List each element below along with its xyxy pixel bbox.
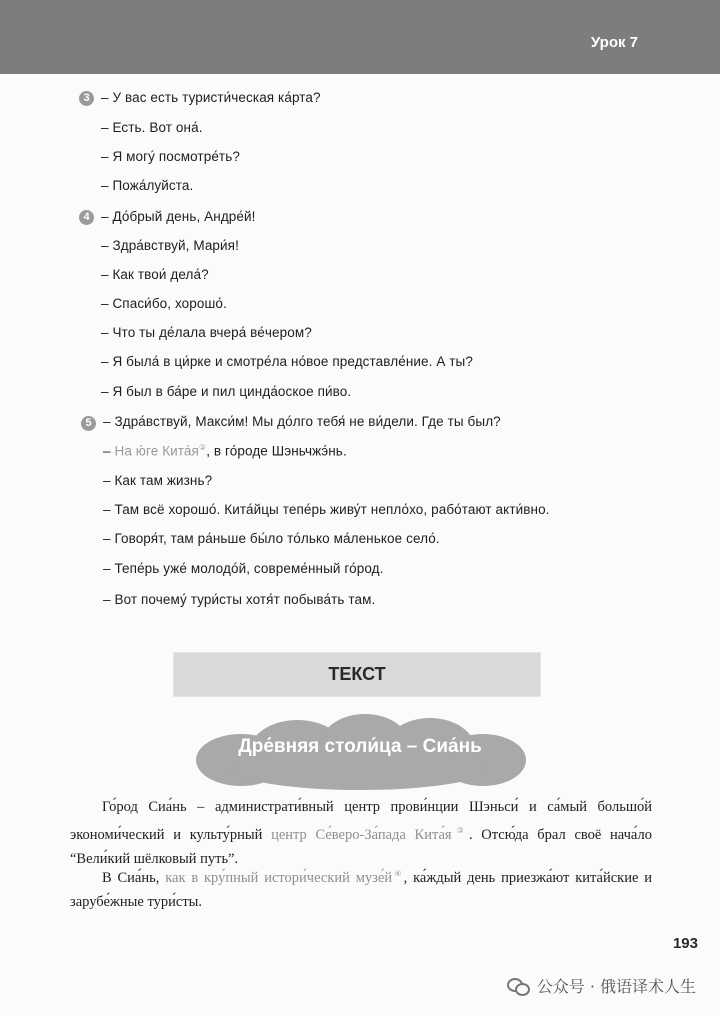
dialog-line: – Здра́вствуй, Макси́м! Мы до́лго тебя́ не ви́дели. Где ты был? <box>103 414 501 429</box>
highlighted-phrase: центр Се́веро-За́пада Кита́я <box>271 826 452 843</box>
dialog-line: – Что ты де́лала вчера́ ве́чером? <box>101 325 312 340</box>
footnote-marker: ④ <box>392 869 404 878</box>
dialog-line: – До́брый день, Андре́й! <box>101 209 256 224</box>
header-bar <box>0 0 720 74</box>
footnote-marker: ③ <box>451 826 469 835</box>
dialog-line: – Я был в ба́ре и пил цинда́оское пи́во. <box>101 384 352 399</box>
dialog-line: – Тепе́рь уже́ молодо́й, совреме́нный го́род. <box>103 561 384 576</box>
paragraph-text: . Отсю́да брал своё нача́ло “Вели́кий шёлковый путь”. <box>70 826 652 867</box>
dialog-line: – Здра́вствуй, Мари́я! <box>101 238 239 253</box>
watermark <box>507 974 696 997</box>
dialog-number-5: 5 <box>81 416 96 431</box>
dialog-line: – Вот почему́ тури́сты хотя́т побыва́ть там. <box>103 592 376 607</box>
dash: – <box>103 443 111 459</box>
dialog-line: – Спаси́бо, хорошо́. <box>101 296 227 311</box>
line-rest: , в го́роде Шэньчжэ́нь. <box>206 443 347 459</box>
text-title: Дре́вняя столи́ца – Сиа́нь <box>238 736 482 757</box>
dialog-number-3: 3 <box>79 91 94 106</box>
dialog-line: – Говоря́т, там ра́ньше бы́ло то́лько ма́ленькое село́. <box>103 531 440 546</box>
dialog-line: – Как твои́ дела́? <box>101 267 209 282</box>
dialog-line: – Я была́ в ци́рке и смотре́ла но́вое представле́ние. А ты? <box>101 354 473 369</box>
page-number: 193 <box>672 935 698 952</box>
section-banner: ТЕКСТ <box>173 652 541 697</box>
lesson-label: Урок 7 <box>590 34 638 51</box>
highlighted-phrase: как в кру́пный истори́ческий музе́й <box>165 869 393 886</box>
watermark-text: 公众号 · 俄语译术人生 <box>536 977 696 996</box>
dialog-line: – Пожа́луйста. <box>101 178 194 193</box>
paragraph-2 <box>70 862 652 914</box>
dialog-line: – Я могу́ посмотре́ть? <box>101 149 240 164</box>
dialog-number-4: 4 <box>79 210 94 225</box>
dialog-line: – Как там жизнь? <box>103 473 213 488</box>
dialog-line: – У вас есть туристи́ческая ка́рта? <box>101 90 321 105</box>
paragraph-text: Го́род Сиа́нь – администрати́вный центр прови́нции Шэньси́ и са́мый большо́й экономи́ческий и культу́рный <box>70 799 652 843</box>
paragraph-1 <box>70 795 652 871</box>
dialog-line-special <box>103 443 347 459</box>
dialog-line: – Есть. Вот она́. <box>101 120 203 135</box>
wechat-icon <box>507 976 531 996</box>
highlighted-phrase: На ю́ге Кита́я <box>114 443 199 459</box>
footnote-marker: ② <box>198 443 207 452</box>
paragraph-text: , ка́ждый день приезжа́ют кита́йские и зарубе́жные тури́сты. <box>70 869 652 910</box>
paragraph-text: В Сиа́нь, <box>102 869 166 886</box>
dialog-line: – Там всё хорошо́. Кита́йцы тепе́рь живу́т непло́хо, рабо́тают акти́вно. <box>103 502 550 517</box>
